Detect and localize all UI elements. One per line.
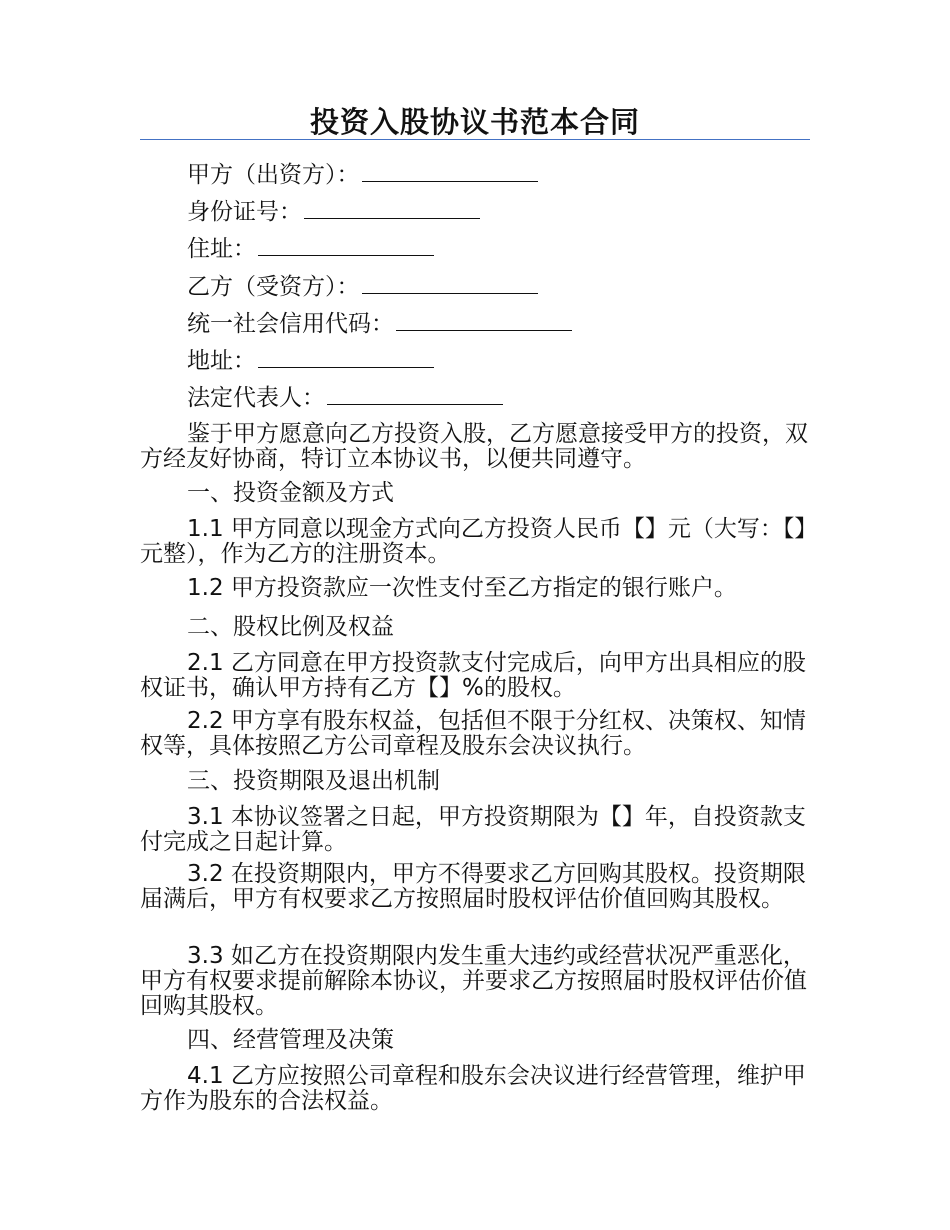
section-heading-3: 三、投资期限及退出机制 [187,768,440,794]
party-b-label: 乙方（受资方）： [187,274,360,300]
intro-paragraph: 鉴于甲方愿意向乙方投资入股，乙方愿意接受甲方的投资，双方经友好协商，特订立本协议书，以便共同遵守。 [140,421,808,472]
legal-rep-field [187,382,503,413]
title-underline [140,139,810,140]
address-field [187,345,434,376]
address-label: 地址： [187,348,256,374]
legal-rep-blank [327,382,503,405]
address-blank [258,345,434,368]
id-number-blank [304,196,480,219]
credit-code-blank [396,308,572,331]
party-b-field [187,271,538,302]
credit-code-field [187,308,572,339]
clause-3-1: 3.1 本协议签署之日起，甲方投资期限为【】年，自投资款支付完成之日起计算。 [140,804,806,855]
residence-blank [258,233,434,256]
legal-rep-label: 法定代表人： [187,385,325,411]
section-heading-2: 二、股权比例及权益 [187,614,394,640]
section-heading-4: 四、经营管理及决策 [187,1027,394,1053]
document-title: 投资入股协议书范本合同 [309,105,640,139]
id-number-label: 身份证号： [187,199,302,225]
clause-1-1: 1.1 甲方同意以现金方式向乙方投资人民币【】元（大写：【】元整），作为乙方的注册资本。 [140,516,806,567]
party-a-field [187,159,538,190]
residence-label: 住址： [187,236,256,262]
party-a-blank [362,159,538,182]
clause-1-2: 1.2 甲方投资款应一次性支付至乙方指定的银行账户。 [187,575,737,601]
party-a-label: 甲方（出资方）： [187,162,360,188]
party-b-blank [362,271,538,294]
clause-4-1: 4.1 乙方应按照公司章程和股东会决议进行经营管理，维护甲方作为股东的合法权益。 [140,1063,806,1114]
clause-3-2: 3.2 在投资期限内，甲方不得要求乙方回购其股权。投资期限届满后，甲方有权要求乙方按照届时股权评估价值回购其股权。 [140,861,806,912]
clause-2-2: 2.2 甲方享有股东权益，包括但不限于分红权、决策权、知情权等，具体按照乙方公司章程及股东会决议执行。 [140,708,806,759]
clause-3-3: 3.3 如乙方在投资期限内发生重大违约或经营状况严重恶化，甲方有权要求提前解除本协议，并要求乙方按照届时股权评估价值回购其股权。 [140,943,807,1019]
id-number-field [187,196,480,227]
clause-2-1: 2.1 乙方同意在甲方投资款支付完成后，向甲方出具相应的股权证书，确认甲方持有乙方【】%的股权。 [140,650,806,701]
credit-code-label: 统一社会信用代码： [187,311,394,337]
residence-field [187,233,434,264]
section-heading-1: 一、投资金额及方式 [187,480,394,506]
